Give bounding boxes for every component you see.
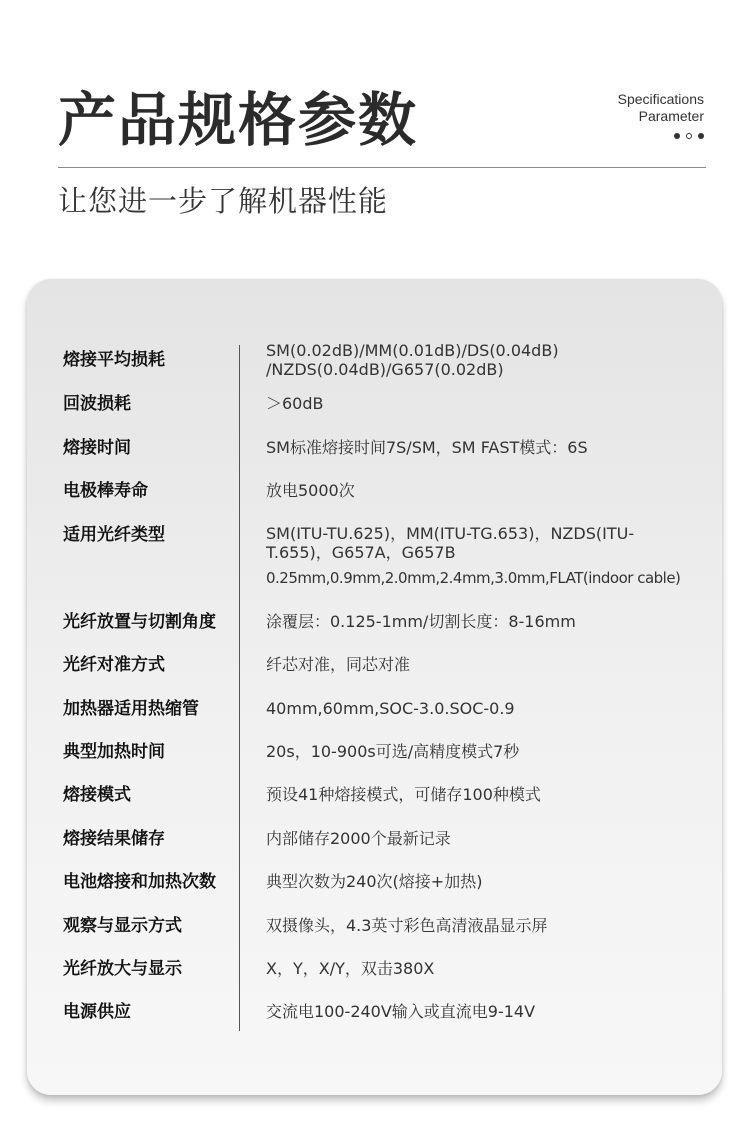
spec-value-line: 放电5000次: [266, 481, 355, 500]
spec-label: 适用光纤类型: [63, 525, 165, 545]
spec-value: [266, 1002, 535, 1021]
spec-label: 电源供应: [63, 1002, 131, 1022]
dot-filled-icon: [674, 133, 680, 139]
spec-card: [27, 279, 722, 1095]
english-heading-line2: Parameter: [638, 108, 704, 124]
spec-value-line: 预设41种熔接模式，可储存100种模式: [266, 785, 541, 804]
spec-value-line: X，Y，X/Y，双击380X: [266, 959, 435, 978]
english-heading: [618, 91, 704, 125]
spec-value-line: /NZDS(0.04dB)/G657(0.02dB): [266, 360, 504, 379]
spec-label: 熔接结果储存: [63, 829, 165, 849]
spec-value: [266, 655, 410, 674]
spec-label: 熔接模式: [63, 785, 131, 805]
spec-value: [266, 481, 355, 500]
spec-value-line: T.655)，G657A，G657B: [266, 543, 456, 562]
spec-label: 加热器适用热缩管: [63, 699, 199, 719]
spec-value: [266, 959, 434, 978]
spec-value: [266, 785, 541, 804]
spec-value-line: 0.25mm,0.9mm,2.0mm,2.4mm,3.0mm,FLAT(indoor cable): [266, 569, 681, 587]
spec-label: 光纤放置与切割角度: [63, 612, 216, 632]
spec-value: [266, 394, 324, 413]
spec-label: 熔接平均损耗: [63, 350, 165, 370]
spec-value-line: ＞60dB: [266, 394, 324, 413]
spec-label: 观察与显示方式: [63, 916, 182, 936]
page-subtitle: 让您进一步了解机器性能: [58, 184, 389, 218]
spec-label: 典型加热时间: [63, 742, 165, 762]
spec-value-line: SM(0.02dB)/MM(0.01dB)/DS(0.04dB): [266, 341, 559, 360]
spec-value: [266, 742, 519, 761]
spec-value-line: 内部储存2000个最新记录: [266, 829, 451, 848]
dot-hollow-icon: [686, 133, 692, 139]
spec-value-line: 20s，10-900s可选/高精度模式7秒: [266, 742, 520, 761]
dot-filled-icon: [698, 133, 704, 139]
spec-value-line: 典型次数为240次(熔接+加热): [266, 872, 483, 891]
spec-value-line: 双摄像头，4.3英寸彩色高清液晶显示屏: [266, 916, 548, 935]
spec-label: 电池熔接和加热次数: [63, 872, 216, 892]
spec-value: [266, 612, 576, 631]
spec-value: [266, 699, 515, 718]
spec-label: 光纤放大与显示: [63, 959, 182, 979]
spec-value-line: SM(ITU-TU.625)，MM(ITU-TG.653)，NZDS(ITU-: [266, 524, 635, 543]
spec-value-line: SM标准熔接时间7S/SM，SM FAST模式：6S: [266, 438, 588, 457]
english-heading-line1: Specifications: [617, 91, 704, 107]
spec-value-line: 交流电100-240V输入或直流电9-14V: [266, 1002, 536, 1021]
spec-label: 电极棒寿命: [63, 481, 148, 501]
spec-value: [266, 341, 559, 379]
spec-value: [266, 916, 547, 935]
spec-value-line: 纤芯对准，同芯对准: [266, 655, 411, 674]
spec-value: [266, 872, 482, 891]
spec-label: 回波损耗: [63, 394, 131, 414]
spec-value-line: 涂覆层：0.125-1mm/切割长度：8-16mm: [266, 612, 576, 631]
decorative-dots: [674, 133, 704, 139]
spec-value: [266, 829, 451, 848]
column-divider: [239, 345, 240, 1031]
spec-value: [266, 524, 680, 588]
spec-label: 光纤对准方式: [63, 655, 165, 675]
spec-value: [266, 438, 588, 457]
header-divider: [58, 167, 706, 168]
spec-value-line: 40mm,60mm,SOC-3.0.SOC-0.9: [266, 699, 515, 718]
page-title: 产品规格参数: [58, 86, 419, 154]
spec-label: 熔接时间: [63, 438, 131, 458]
